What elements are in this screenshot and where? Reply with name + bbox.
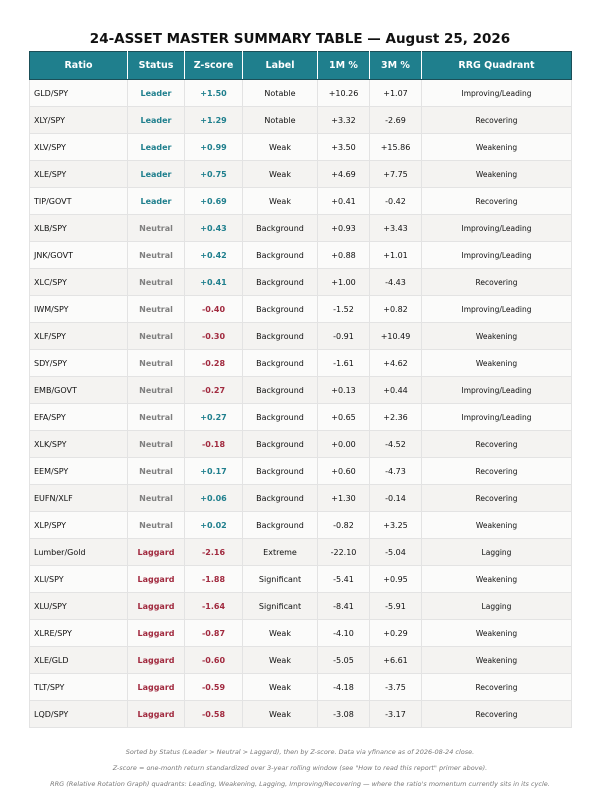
column-header-status: Status xyxy=(128,52,185,80)
cell-status: Laggard xyxy=(128,593,185,620)
cell-status: Leader xyxy=(128,188,185,215)
cell-3m-return: -4.43 xyxy=(370,269,422,296)
table-row xyxy=(30,242,572,269)
cell-zscore: +0.69 xyxy=(185,188,243,215)
table-row xyxy=(30,431,572,458)
cell-zscore: -0.59 xyxy=(185,674,243,701)
cell-1m-return: -4.10 xyxy=(318,620,370,647)
cell-3m-return: +2.36 xyxy=(370,404,422,431)
cell-status: Leader xyxy=(128,80,185,107)
cell-1m-return: +0.88 xyxy=(318,242,370,269)
table-row xyxy=(30,296,572,323)
cell-rrg-quadrant: Recovering xyxy=(422,485,572,512)
cell-1m-return: -4.18 xyxy=(318,674,370,701)
table-row xyxy=(30,512,572,539)
table-row xyxy=(30,485,572,512)
cell-label: Background xyxy=(243,323,318,350)
table-row xyxy=(30,350,572,377)
cell-1m-return: -22.10 xyxy=(318,539,370,566)
cell-rrg-quadrant: Improving/Leading xyxy=(422,80,572,107)
table-row xyxy=(30,188,572,215)
cell-zscore: +0.42 xyxy=(185,242,243,269)
cell-status: Laggard xyxy=(128,566,185,593)
table-row xyxy=(30,404,572,431)
cell-label: Background xyxy=(243,431,318,458)
cell-zscore: -0.60 xyxy=(185,647,243,674)
cell-status: Neutral xyxy=(128,296,185,323)
cell-1m-return: +3.50 xyxy=(318,134,370,161)
cell-3m-return: -3.17 xyxy=(370,701,422,728)
cell-1m-return: -0.82 xyxy=(318,512,370,539)
cell-1m-return: +3.32 xyxy=(318,107,370,134)
cell-zscore: +0.41 xyxy=(185,269,243,296)
cell-ratio: XLE/SPY xyxy=(30,161,128,188)
cell-rrg-quadrant: Improving/Leading xyxy=(422,404,572,431)
cell-ratio: XLP/SPY xyxy=(30,512,128,539)
cell-ratio: XLY/SPY xyxy=(30,107,128,134)
table-row xyxy=(30,458,572,485)
cell-ratio: XLU/SPY xyxy=(30,593,128,620)
cell-zscore: +0.27 xyxy=(185,404,243,431)
cell-1m-return: +0.00 xyxy=(318,431,370,458)
cell-label: Weak xyxy=(243,188,318,215)
cell-1m-return: -0.91 xyxy=(318,323,370,350)
cell-rrg-quadrant: Weakening xyxy=(422,566,572,593)
cell-3m-return: -3.75 xyxy=(370,674,422,701)
cell-label: Background xyxy=(243,242,318,269)
cell-1m-return: -5.41 xyxy=(318,566,370,593)
table-row xyxy=(30,134,572,161)
cell-status: Leader xyxy=(128,134,185,161)
cell-1m-return: +10.26 xyxy=(318,80,370,107)
cell-zscore: -0.18 xyxy=(185,431,243,458)
table-row xyxy=(30,701,572,728)
cell-ratio: XLE/GLD xyxy=(30,647,128,674)
cell-zscore: -0.87 xyxy=(185,620,243,647)
cell-1m-return: -1.61 xyxy=(318,350,370,377)
cell-status: Neutral xyxy=(128,350,185,377)
cell-label: Weak xyxy=(243,701,318,728)
summary-table xyxy=(29,51,572,728)
cell-ratio: TIP/GOVT xyxy=(30,188,128,215)
cell-3m-return: +4.62 xyxy=(370,350,422,377)
cell-3m-return: -0.14 xyxy=(370,485,422,512)
cell-zscore: -0.28 xyxy=(185,350,243,377)
cell-3m-return: -0.42 xyxy=(370,188,422,215)
cell-rrg-quadrant: Weakening xyxy=(422,134,572,161)
cell-zscore: -0.40 xyxy=(185,296,243,323)
cell-zscore: -2.16 xyxy=(185,539,243,566)
cell-ratio: GLD/SPY xyxy=(30,80,128,107)
cell-ratio: Lumber/Gold xyxy=(30,539,128,566)
cell-ratio: EEM/SPY xyxy=(30,458,128,485)
cell-ratio: SDY/SPY xyxy=(30,350,128,377)
table-row xyxy=(30,539,572,566)
cell-1m-return: +0.65 xyxy=(318,404,370,431)
cell-zscore: -0.27 xyxy=(185,377,243,404)
cell-label: Background xyxy=(243,350,318,377)
footnote-sort: Sorted by Status (Leader > Neutral > Laggard), then by Z-score. Data via yfinance as of 2026-08-24 close. xyxy=(125,748,475,756)
cell-ratio: EUFN/XLF xyxy=(30,485,128,512)
column-header-3m: 3M % xyxy=(370,52,422,80)
cell-ratio: XLI/SPY xyxy=(30,566,128,593)
cell-ratio: XLK/SPY xyxy=(30,431,128,458)
cell-rrg-quadrant: Improving/Leading xyxy=(422,377,572,404)
cell-rrg-quadrant: Recovering xyxy=(422,188,572,215)
cell-ratio: XLC/SPY xyxy=(30,269,128,296)
cell-rrg-quadrant: Weakening xyxy=(422,350,572,377)
cell-status: Neutral xyxy=(128,485,185,512)
cell-rrg-quadrant: Weakening xyxy=(422,512,572,539)
cell-status: Neutral xyxy=(128,431,185,458)
cell-rrg-quadrant: Weakening xyxy=(422,323,572,350)
cell-3m-return: +6.61 xyxy=(370,647,422,674)
table-row xyxy=(30,566,572,593)
cell-ratio: XLB/SPY xyxy=(30,215,128,242)
table-row xyxy=(30,161,572,188)
cell-3m-return: +0.95 xyxy=(370,566,422,593)
cell-rrg-quadrant: Improving/Leading xyxy=(422,242,572,269)
cell-3m-return: +10.49 xyxy=(370,323,422,350)
cell-zscore: -1.64 xyxy=(185,593,243,620)
cell-1m-return: -3.08 xyxy=(318,701,370,728)
cell-ratio: TLT/SPY xyxy=(30,674,128,701)
table-row xyxy=(30,674,572,701)
table-row xyxy=(30,323,572,350)
cell-rrg-quadrant: Recovering xyxy=(422,269,572,296)
cell-label: Background xyxy=(243,215,318,242)
cell-status: Laggard xyxy=(128,647,185,674)
cell-3m-return: -4.73 xyxy=(370,458,422,485)
cell-label: Notable xyxy=(243,80,318,107)
cell-3m-return: +0.82 xyxy=(370,296,422,323)
cell-rrg-quadrant: Recovering xyxy=(422,458,572,485)
cell-status: Neutral xyxy=(128,242,185,269)
cell-status: Laggard xyxy=(128,539,185,566)
cell-rrg-quadrant: Improving/Leading xyxy=(422,215,572,242)
cell-label: Notable xyxy=(243,107,318,134)
cell-status: Neutral xyxy=(128,512,185,539)
cell-label: Background xyxy=(243,296,318,323)
cell-3m-return: +15.86 xyxy=(370,134,422,161)
cell-1m-return: -1.52 xyxy=(318,296,370,323)
cell-3m-return: -5.91 xyxy=(370,593,422,620)
cell-3m-return: +0.44 xyxy=(370,377,422,404)
cell-status: Leader xyxy=(128,107,185,134)
cell-zscore: +0.99 xyxy=(185,134,243,161)
cell-rrg-quadrant: Recovering xyxy=(422,674,572,701)
cell-rrg-quadrant: Improving/Leading xyxy=(422,296,572,323)
table-row xyxy=(30,377,572,404)
cell-1m-return: +0.93 xyxy=(318,215,370,242)
cell-3m-return: +0.29 xyxy=(370,620,422,647)
cell-label: Weak xyxy=(243,134,318,161)
cell-label: Significant xyxy=(243,593,318,620)
cell-status: Neutral xyxy=(128,377,185,404)
footnote-zscore: Z-score = one-month return standardized over 3-year rolling window (see "How to read this report" primer above). xyxy=(112,764,488,772)
column-header-label: Label xyxy=(243,52,318,80)
cell-zscore: -0.58 xyxy=(185,701,243,728)
cell-rrg-quadrant: Lagging xyxy=(422,593,572,620)
table-header-row xyxy=(30,52,572,80)
cell-ratio: XLV/SPY xyxy=(30,134,128,161)
column-header-zscore: Z-score xyxy=(185,52,243,80)
cell-3m-return: +7.75 xyxy=(370,161,422,188)
cell-zscore: +0.06 xyxy=(185,485,243,512)
column-header-ratio: Ratio xyxy=(30,52,128,80)
cell-label: Extreme xyxy=(243,539,318,566)
cell-ratio: EMB/GOVT xyxy=(30,377,128,404)
table-row xyxy=(30,215,572,242)
cell-status: Laggard xyxy=(128,701,185,728)
cell-label: Background xyxy=(243,458,318,485)
cell-ratio: XLRE/SPY xyxy=(30,620,128,647)
cell-zscore: -1.88 xyxy=(185,566,243,593)
table-row xyxy=(30,620,572,647)
table-row xyxy=(30,80,572,107)
cell-zscore: +0.17 xyxy=(185,458,243,485)
cell-label: Background xyxy=(243,485,318,512)
column-header-1m: 1M % xyxy=(318,52,370,80)
cell-rrg-quadrant: Weakening xyxy=(422,161,572,188)
cell-label: Weak xyxy=(243,647,318,674)
cell-3m-return: -5.04 xyxy=(370,539,422,566)
cell-status: Neutral xyxy=(128,269,185,296)
cell-rrg-quadrant: Recovering xyxy=(422,107,572,134)
table-body xyxy=(30,80,572,728)
cell-label: Background xyxy=(243,404,318,431)
cell-label: Background xyxy=(243,269,318,296)
cell-rrg-quadrant: Lagging xyxy=(422,539,572,566)
cell-1m-return: +1.30 xyxy=(318,485,370,512)
cell-rrg-quadrant: Recovering xyxy=(422,431,572,458)
column-header-rrg: RRG Quadrant xyxy=(422,52,572,80)
cell-ratio: JNK/GOVT xyxy=(30,242,128,269)
cell-1m-return: +4.69 xyxy=(318,161,370,188)
cell-1m-return: +0.41 xyxy=(318,188,370,215)
cell-3m-return: +3.43 xyxy=(370,215,422,242)
cell-3m-return: -4.52 xyxy=(370,431,422,458)
table-row xyxy=(30,107,572,134)
cell-3m-return: -2.69 xyxy=(370,107,422,134)
cell-label: Weak xyxy=(243,620,318,647)
cell-1m-return: +1.00 xyxy=(318,269,370,296)
cell-status: Laggard xyxy=(128,674,185,701)
footnote-rrg: RRG (Relative Rotation Graph) quadrants: Leading, Weakening, Lagging, Improving/Recovering — where the ratio's momentum currently sits in its cycle. xyxy=(50,780,550,788)
cell-1m-return: +0.60 xyxy=(318,458,370,485)
cell-zscore: +1.50 xyxy=(185,80,243,107)
cell-rrg-quadrant: Weakening xyxy=(422,620,572,647)
cell-1m-return: -8.41 xyxy=(318,593,370,620)
cell-1m-return: +0.13 xyxy=(318,377,370,404)
table-row xyxy=(30,593,572,620)
cell-zscore: -0.30 xyxy=(185,323,243,350)
page-title: 24-ASSET MASTER SUMMARY TABLE — August 25, 2026 xyxy=(89,31,511,47)
cell-3m-return: +1.07 xyxy=(370,80,422,107)
cell-status: Laggard xyxy=(128,620,185,647)
cell-label: Weak xyxy=(243,674,318,701)
cell-rrg-quadrant: Weakening xyxy=(422,647,572,674)
cell-label: Background xyxy=(243,512,318,539)
cell-1m-return: -5.05 xyxy=(318,647,370,674)
cell-ratio: IWM/SPY xyxy=(30,296,128,323)
cell-zscore: +0.43 xyxy=(185,215,243,242)
cell-label: Weak xyxy=(243,161,318,188)
cell-ratio: LQD/SPY xyxy=(30,701,128,728)
cell-rrg-quadrant: Recovering xyxy=(422,701,572,728)
cell-3m-return: +1.01 xyxy=(370,242,422,269)
cell-zscore: +1.29 xyxy=(185,107,243,134)
cell-ratio: XLF/SPY xyxy=(30,323,128,350)
cell-status: Neutral xyxy=(128,323,185,350)
cell-status: Neutral xyxy=(128,458,185,485)
cell-3m-return: +3.25 xyxy=(370,512,422,539)
cell-status: Leader xyxy=(128,161,185,188)
table-row xyxy=(30,647,572,674)
cell-status: Neutral xyxy=(128,404,185,431)
table-row xyxy=(30,269,572,296)
cell-zscore: +0.75 xyxy=(185,161,243,188)
cell-status: Neutral xyxy=(128,215,185,242)
cell-label: Significant xyxy=(243,566,318,593)
cell-zscore: +0.02 xyxy=(185,512,243,539)
cell-ratio: EFA/SPY xyxy=(30,404,128,431)
cell-label: Background xyxy=(243,377,318,404)
